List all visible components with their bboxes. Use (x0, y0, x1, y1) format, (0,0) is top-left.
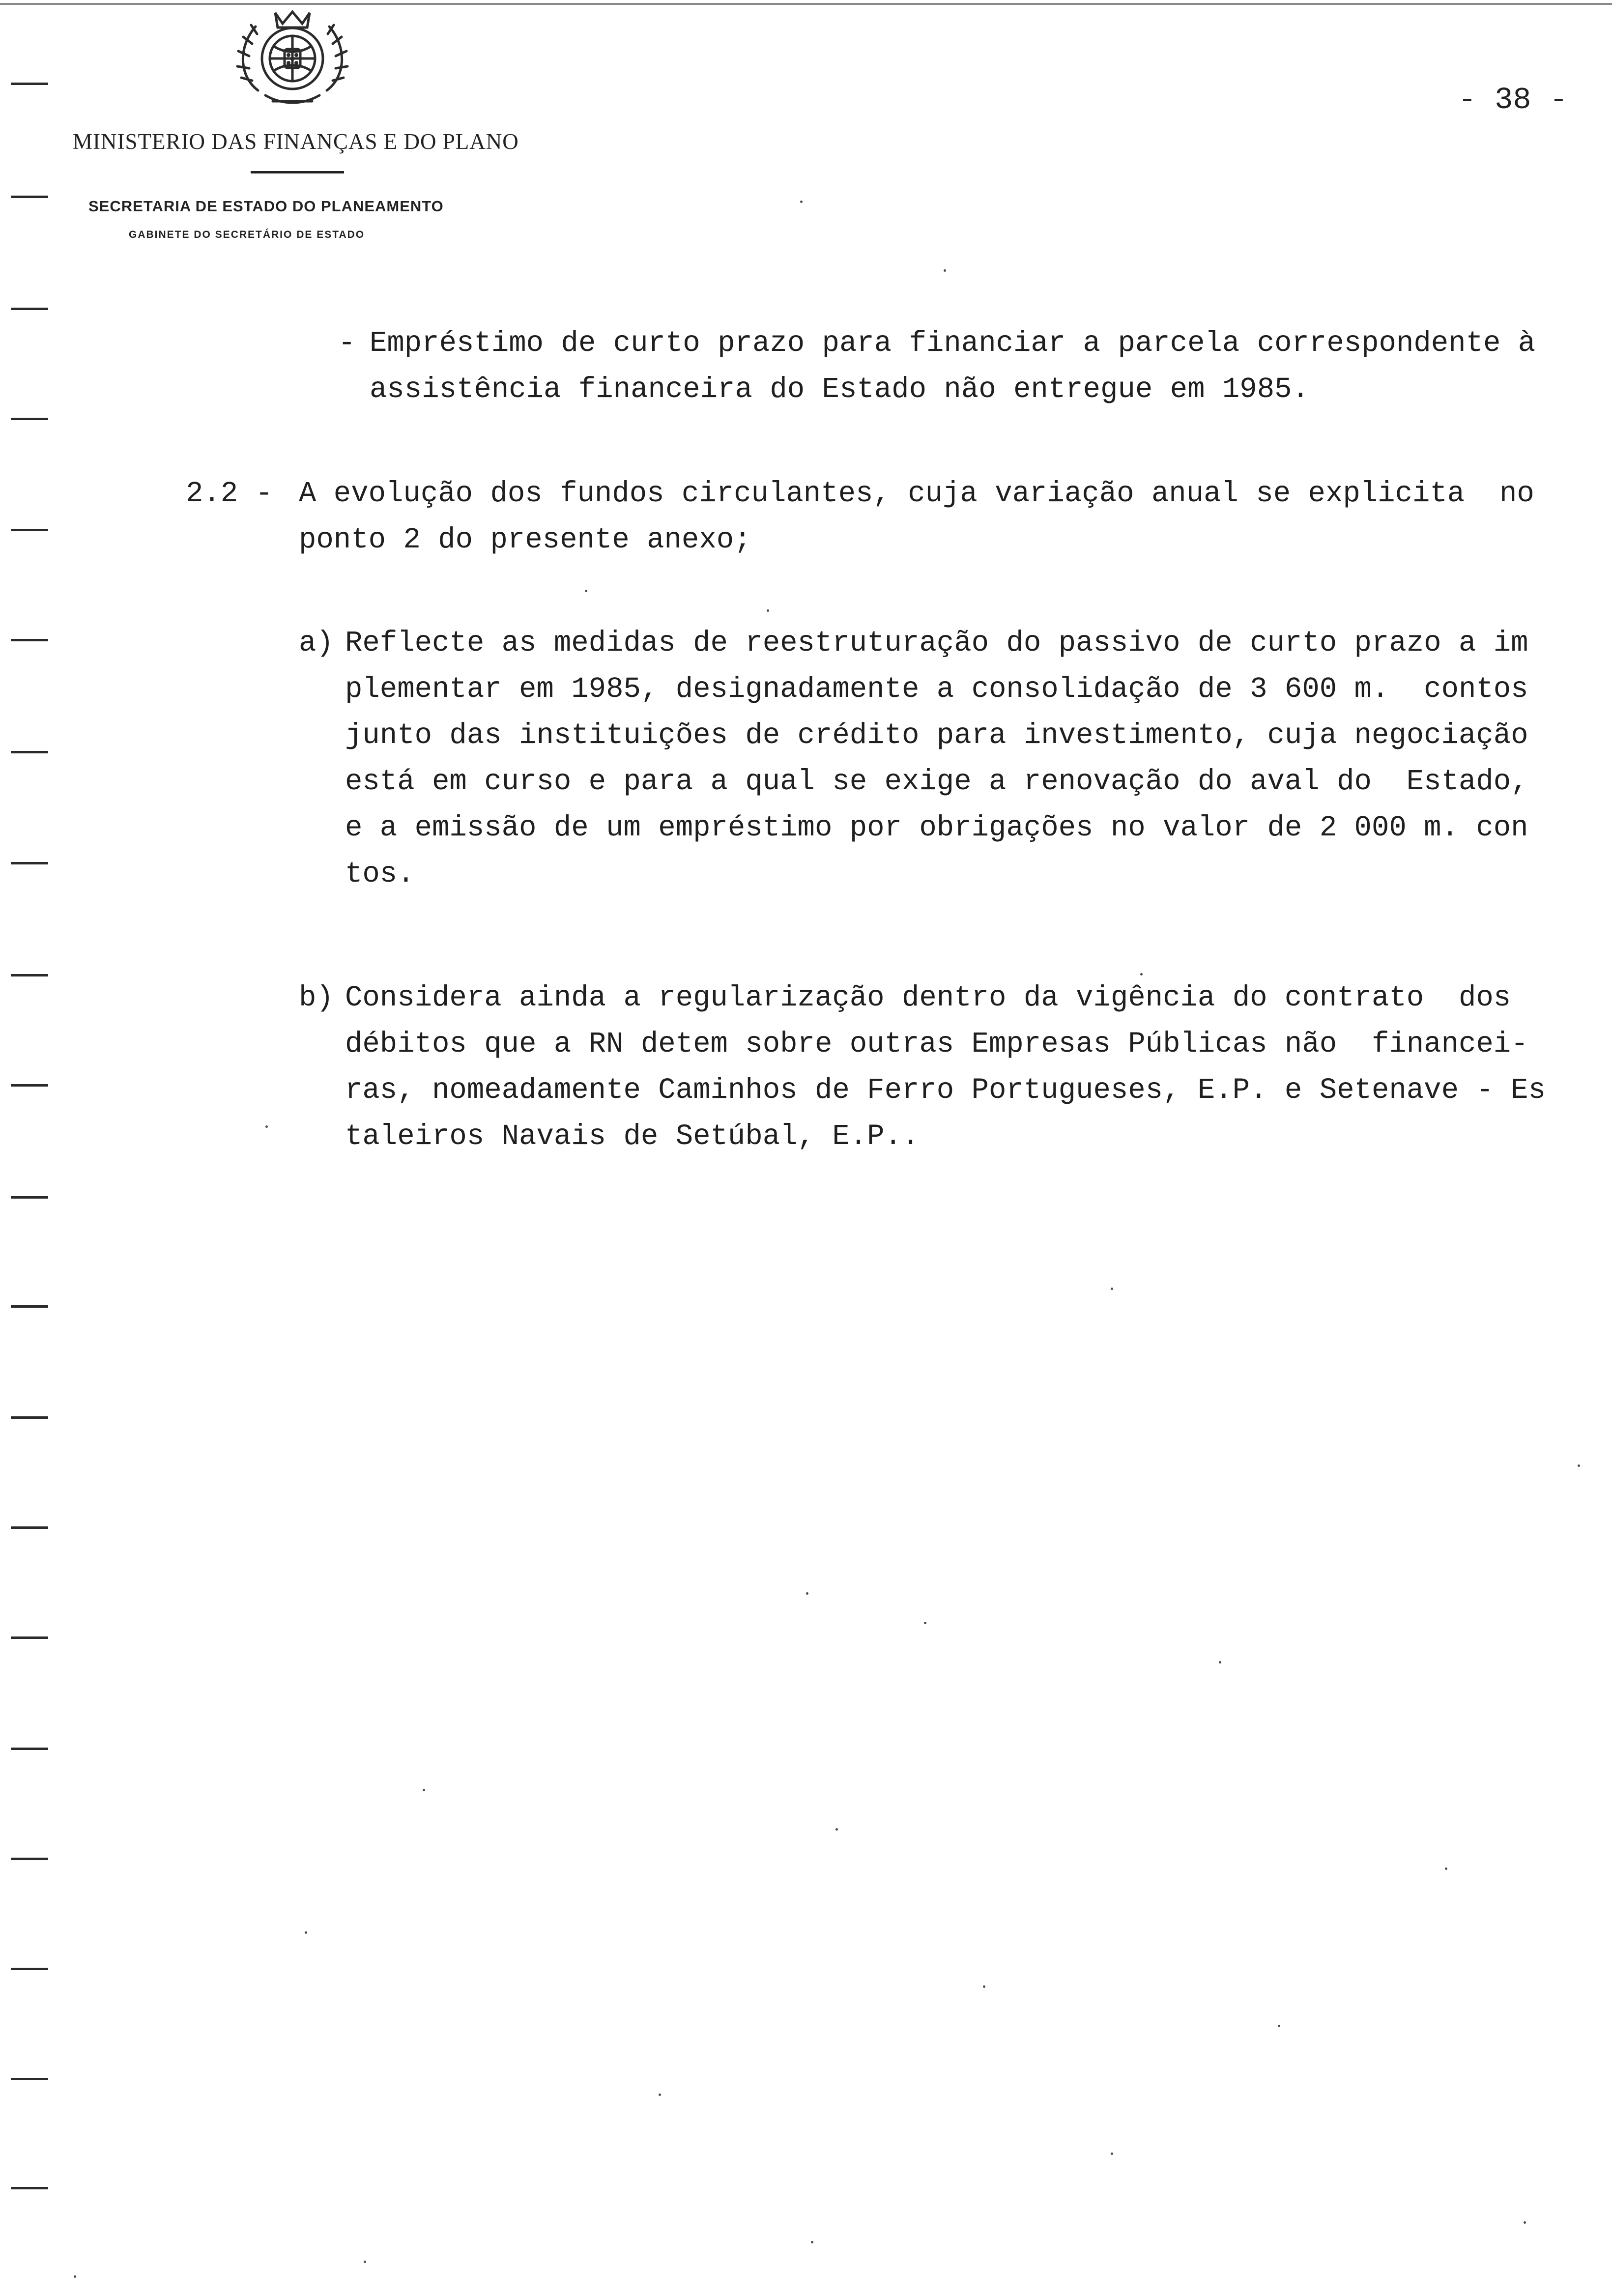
top-edge-rule (0, 3, 1612, 5)
gabinete-name: GABINETE DO SECRETÁRIO DE ESTADO (129, 229, 365, 240)
item-a-line: junto das instituições de crédito para investimento, cuja negociação (345, 719, 1528, 752)
scan-speck (1445, 1867, 1447, 1870)
scan-speck (423, 1789, 425, 1791)
scan-speck (74, 2275, 76, 2278)
item-b-line: ras, nomeadamente Caminhos de Ferro Portugueses, E.P. e Setenave - Es (345, 1074, 1546, 1107)
section-line: A evolução dos fundos circulantes, cuja variação anual se explicita no (299, 477, 1534, 510)
scan-speck (806, 1592, 808, 1595)
scan-speck (835, 1828, 838, 1831)
scan-speck (1111, 1288, 1113, 1290)
item-a-line: tos. (345, 858, 415, 890)
margin-mark (11, 308, 48, 310)
scan-speck (1524, 2221, 1526, 2224)
item-b-line: Considera ainda a regularização dentro da vigência do contrato dos (345, 981, 1511, 1014)
item-a-line: e a emissão de um empréstimo por obrigações no valor de 2 000 m. con (345, 811, 1528, 844)
margin-mark (11, 2187, 48, 2189)
scan-speck (767, 609, 769, 612)
margin-mark (11, 1084, 48, 1087)
header-divider (251, 171, 344, 173)
margin-mark (11, 1858, 48, 1860)
margin-mark (11, 639, 48, 641)
scan-speck (1219, 1661, 1221, 1664)
margin-mark (11, 1748, 48, 1750)
margin-mark (11, 1636, 48, 1639)
scan-speck (1578, 1464, 1580, 1467)
scan-speck (924, 1622, 926, 1624)
margin-mark (11, 529, 48, 531)
scan-speck (1140, 973, 1143, 976)
bullet-marker: - (338, 327, 356, 360)
item-a-line: Reflecte as medidas de reestruturação do passivo de curto prazo a im (345, 627, 1528, 660)
section-line: ponto 2 do presente anexo; (299, 523, 751, 556)
margin-mark (11, 1968, 48, 1970)
margin-mark (11, 1526, 48, 1529)
item-b-line: débitos que a RN detem sobre outras Empresas Públicas não financei- (345, 1028, 1528, 1061)
scan-speck (811, 2241, 813, 2243)
bullet-line: assistência financeira do Estado não entregue em 1985. (370, 373, 1309, 406)
section-number: 2.2 - (186, 477, 273, 510)
margin-mark (11, 974, 48, 976)
item-a-label: a) (299, 627, 334, 660)
margin-mark (11, 2078, 48, 2080)
margin-mark (11, 1416, 48, 1419)
item-a-line: está em curso e para a qual se exige a renovação do aval do Estado, (345, 765, 1528, 798)
margin-mark (11, 862, 48, 864)
ministry-name: MINISTERIO DAS FINANÇAS E DO PLANO (73, 129, 519, 154)
bullet-line: Empréstimo de curto prazo para financiar a parcela correspondente à (370, 327, 1536, 360)
coat-of-arms-icon (229, 7, 356, 110)
page-number: - 38 - (1458, 83, 1568, 117)
scan-speck (1111, 2152, 1113, 2155)
scan-speck (944, 269, 946, 272)
margin-mark (11, 1196, 48, 1199)
scan-speck (585, 590, 587, 592)
item-b-line: taleiros Navais de Setúbal, E.P.. (345, 1120, 920, 1153)
margin-mark (11, 1305, 48, 1308)
scan-speck (364, 2261, 366, 2263)
margin-mark (11, 83, 48, 85)
scan-speck (305, 1931, 307, 1934)
margin-mark (11, 418, 48, 420)
item-b-label: b) (299, 981, 334, 1014)
scan-speck (800, 201, 803, 203)
margin-mark (11, 196, 48, 198)
item-a-line: plementar em 1985, designadamente a consolidação de 3 600 m. contos (345, 673, 1528, 706)
scan-speck (265, 1125, 268, 1128)
margin-mark (11, 751, 48, 753)
scan-speck (659, 2094, 661, 2096)
scan-speck (1278, 2025, 1280, 2027)
secretaria-name: SECRETARIA DE ESTADO DO PLANEAMENTO (88, 198, 444, 215)
scan-speck (983, 1985, 985, 1988)
